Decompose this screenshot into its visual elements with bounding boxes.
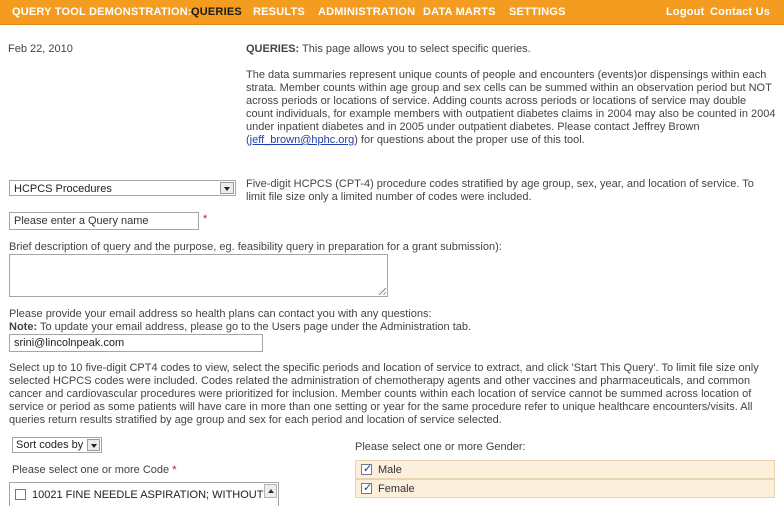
brand-title: QUERY TOOL DEMONSTRATION: [12, 6, 192, 18]
chevron-down-icon [220, 182, 234, 194]
intro-paragraph-start: The data summaries represent unique counts of people and encounters (events)or dispensings within each strata. Member counts within age group and sex cells can be summed within an observation period but NOT across periods or locations of service. Adding counts across periods or locations of service may double count individuals, for example members with outpatient diabetes claims in 2004 may also be counted in 2004 under inpatient diabetes and in 2005 under outpatient diabetes. Please contact Jeffrey Brown ( [246, 69, 776, 146]
sort-codes-select[interactable] [12, 437, 102, 453]
nav-queries[interactable]: QUERIES [191, 6, 242, 18]
description-textarea[interactable] [9, 254, 388, 297]
intro-heading-text: This page allows you to select specific queries. [299, 43, 531, 55]
intro-heading: QUERIES: [246, 43, 300, 55]
query-type-help: Five-digit HCPCS (CPT-4) procedure codes stratified by age group, sex, year, and location of service. To limit file size only a limited number of codes were included. [246, 178, 754, 203]
required-marker: * [172, 464, 177, 476]
gender-option-male[interactable] [355, 460, 775, 479]
required-marker: * [203, 213, 208, 225]
code-list[interactable] [9, 482, 279, 506]
intro-paragraph-end: ) for questions about the proper use of this tool. [354, 134, 585, 146]
top-navigation-bar [0, 0, 784, 25]
contact-us-link[interactable]: Contact Us [710, 6, 771, 18]
logout-link[interactable]: Logout [666, 6, 705, 18]
code-checkbox[interactable] [15, 489, 26, 500]
female-label: Female [378, 483, 415, 495]
code-label [12, 464, 176, 476]
nav-administration[interactable]: ADMINISTRATION [318, 6, 416, 18]
gender-label: Please select one or more Gender: [355, 441, 526, 453]
contact-email-link[interactable]: jeff_brown@hphc.org [249, 134, 355, 146]
chevron-down-icon [87, 439, 100, 451]
code-label-text: Please select one or more Code [12, 464, 173, 476]
male-checkbox[interactable] [361, 464, 372, 475]
email-note-text: To update your email address, please go to the Users page under the Administration tab. [37, 321, 472, 333]
gender-option-female[interactable] [355, 479, 775, 498]
scroll-up-icon[interactable] [264, 484, 277, 498]
nav-results[interactable]: RESULTS [253, 6, 305, 18]
code-instructions: Select up to 10 five-digit CPT4 codes to view, select the specific periods and location of service to extract, and click 'Start This Query'. To limit file size only selected HCPCS codes were included. Codes related the administration of chemotherapy agents and other vaccines and pharmaceuticals, and common cancer and cardiovascular procedures were prioritized for inclusion. Member counts within each location of service cannot be summed across location of service or period as some patients will have care in more than one setting or year for the same procedure refer to unique healthcare encounters/visits. All queries return results stratified by age group and sex for each period and location of service selected. [9, 362, 759, 426]
email-field[interactable]: srini@lincolnpeak.com [9, 334, 263, 352]
code-item-label: 10021 FINE NEEDLE ASPIRATION; WITHOUT [32, 489, 264, 501]
nav-settings[interactable]: SETTINGS [509, 6, 566, 18]
email-note [9, 321, 471, 333]
sort-codes-selected: Sort codes by [16, 439, 84, 451]
nav-data-marts[interactable]: DATA MARTS [423, 6, 496, 18]
current-date: Feb 22, 2010 [8, 43, 73, 55]
email-label: Please provide your email address so health plans can contact you with any questions: [9, 308, 432, 320]
query-type-selected: HCPCS Procedures [14, 183, 112, 195]
description-label: Brief description of query and the purpose, eg. feasibility query in preparation for a grant submission): [9, 241, 502, 253]
male-label: Male [378, 464, 402, 476]
intro-text [246, 43, 776, 160]
query-name-input[interactable]: Please enter a Query name [9, 212, 199, 230]
resize-grip-icon[interactable] [379, 288, 386, 295]
email-note-label: Note: [9, 321, 38, 333]
female-checkbox[interactable] [361, 483, 372, 494]
query-type-select[interactable] [9, 180, 236, 196]
